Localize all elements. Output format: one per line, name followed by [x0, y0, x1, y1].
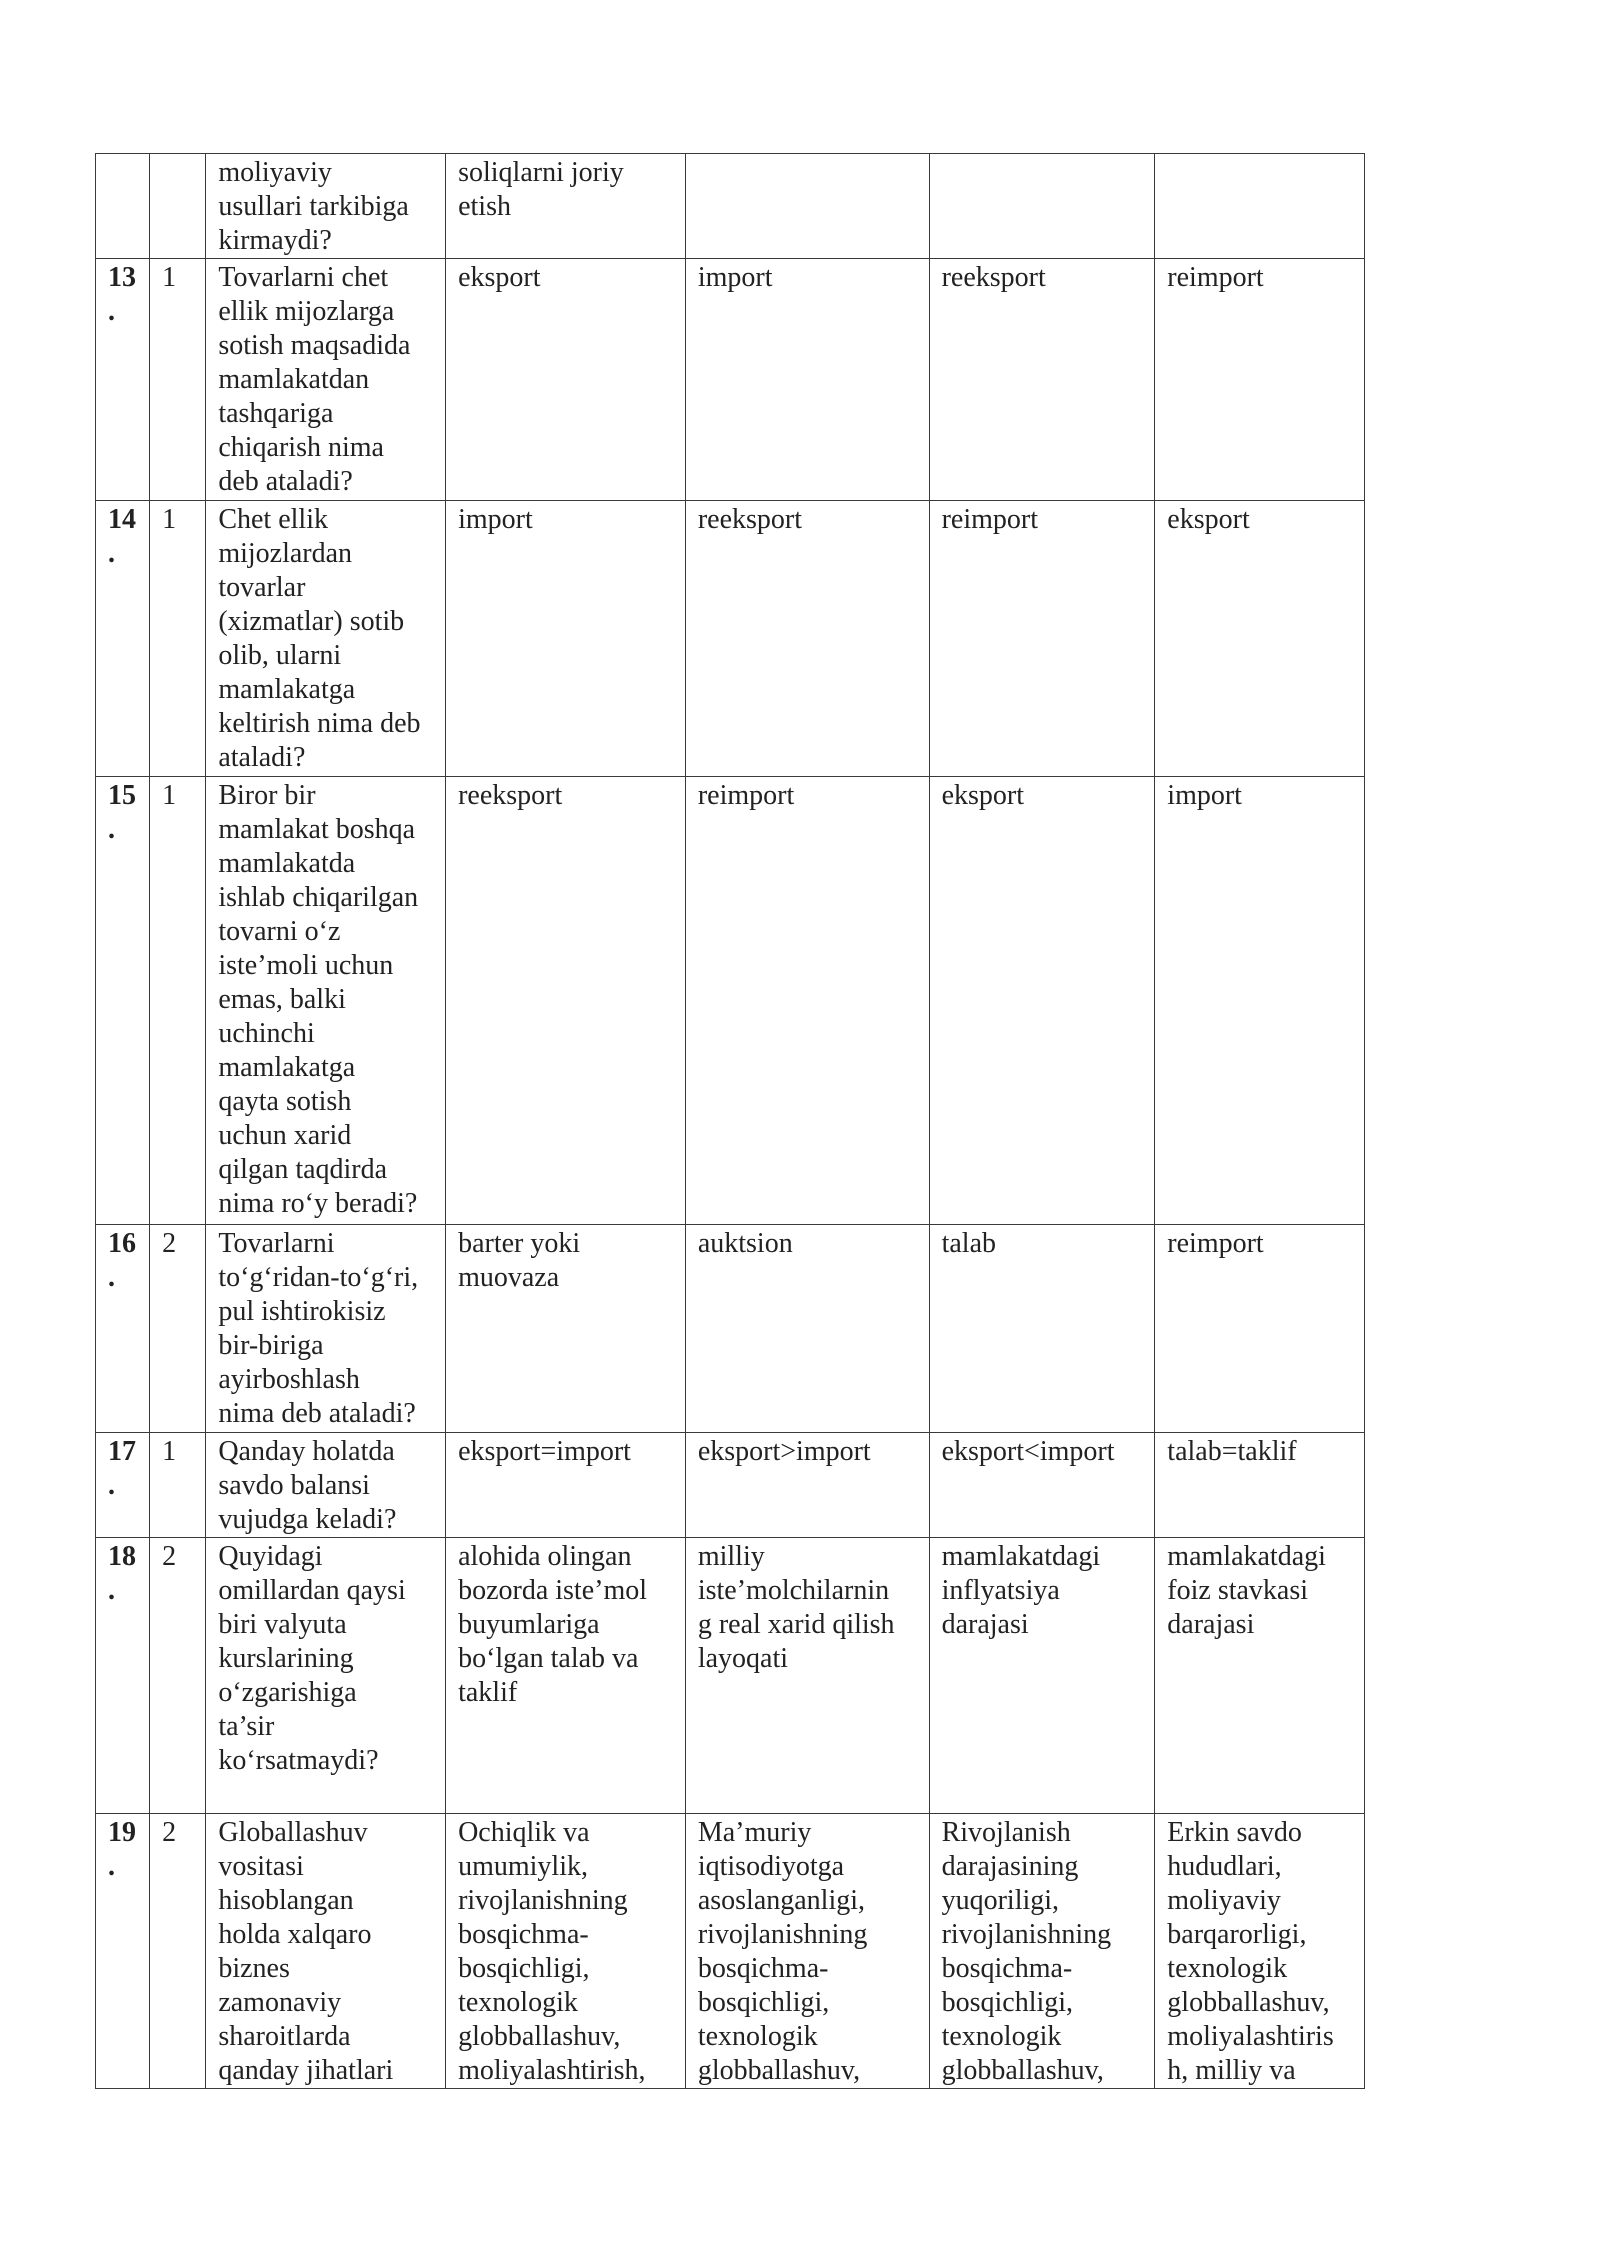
answer-option-a: import: [446, 501, 686, 777]
question-text: Quyidagi omillardan qaysi biri valyuta kurslarining o‘zgarishiga ta’sir ko‘rsatmaydi?: [206, 1538, 446, 1814]
table-row: [96, 1814, 1365, 2089]
table-row: [96, 154, 1365, 259]
question-text: Qanday holatda savdo balansi vujudga keladi?: [206, 1433, 446, 1538]
answer-option-d: mamlakatdagi foiz stavkasi darajasi: [1155, 1538, 1365, 1814]
answer-option-b: Ma’muriy iqtisodiyotga asoslanganligi, rivojlanishning bosqichma- bosqichligi, texnologik globballashuv,: [685, 1814, 929, 2089]
answer-option-b: [685, 154, 929, 259]
question-number: 14.: [96, 501, 150, 777]
difficulty-level: 2: [150, 1538, 206, 1814]
answer-option-b: eksport>import: [685, 1433, 929, 1538]
table-row: [96, 501, 1365, 777]
answer-option-d: talab=taklif: [1155, 1433, 1365, 1538]
answer-option-b: reimport: [685, 777, 929, 1225]
answer-option-b: milliy iste’molchilarnin g real xarid qilish layoqati: [685, 1538, 929, 1814]
question-text: moliyaviy usullari tarkibiga kirmaydi?: [206, 154, 446, 259]
question-text: Tovarlarni chet ellik mijozlarga sotish maqsadida mamlakatdan tashqariga chiqarish nima deb ataladi?: [206, 259, 446, 501]
answer-option-d: reimport: [1155, 259, 1365, 501]
difficulty-level: [150, 154, 206, 259]
question-number: [96, 154, 150, 259]
question-text: Biror bir mamlakat boshqa mamlakatda ishlab chiqarilgan tovarni o‘z iste’moli uchun emas, balki uchinchi mamlakatga qayta sotish uchun xarid qilgan taqdirda nima ro‘y beradi?: [206, 777, 446, 1225]
difficulty-level: 2: [150, 1814, 206, 2089]
table-row: [96, 259, 1365, 501]
answer-option-a: Ochiqlik va umumiylik, rivojlanishning bosqichma- bosqichligi, texnologik globballashuv, moliyalashtirish,: [446, 1814, 686, 2089]
answer-option-d: eksport: [1155, 501, 1365, 777]
answer-option-a: reeksport: [446, 777, 686, 1225]
question-number: 19.: [96, 1814, 150, 2089]
answer-option-c: mamlakatdagi inflyatsiya darajasi: [929, 1538, 1155, 1814]
difficulty-level: 1: [150, 777, 206, 1225]
answer-option-d: [1155, 154, 1365, 259]
question-number: 15.: [96, 777, 150, 1225]
answer-option-c: eksport: [929, 777, 1155, 1225]
answer-option-d: reimport: [1155, 1225, 1365, 1433]
difficulty-level: 1: [150, 259, 206, 501]
question-number: 16.: [96, 1225, 150, 1433]
answer-option-a: alohida olingan bozorda iste’mol buyumlariga bo‘lgan talab va taklif: [446, 1538, 686, 1814]
answer-option-c: reeksport: [929, 259, 1155, 501]
table-row: [96, 1538, 1365, 1814]
answer-option-c: Rivojlanish darajasining yuqoriligi, rivojlanishning bosqichma- bosqichligi, texnologik globballashuv,: [929, 1814, 1155, 2089]
question-number: 18.: [96, 1538, 150, 1814]
table-row: [96, 777, 1365, 1225]
question-text: Tovarlarni to‘g‘ridan-to‘g‘ri, pul ishtirokisiz bir-biriga ayirboshlash nima deb ataladi?: [206, 1225, 446, 1433]
difficulty-level: 2: [150, 1225, 206, 1433]
question-number: 13.: [96, 259, 150, 501]
answer-option-c: talab: [929, 1225, 1155, 1433]
table-row: [96, 1225, 1365, 1433]
difficulty-level: 1: [150, 501, 206, 777]
table-row: [96, 1433, 1365, 1538]
answer-option-a: barter yoki muovaza: [446, 1225, 686, 1433]
answer-option-c: [929, 154, 1155, 259]
question-text: Globallashuv vositasi hisoblangan holda xalqaro biznes zamonaviy sharoitlarda qanday jihatlari: [206, 1814, 446, 2089]
question-text: Chet ellik mijozlardan tovarlar (xizmatlar) sotib olib, ularni mamlakatga keltirish nima deb ataladi?: [206, 501, 446, 777]
answer-option-a: eksport: [446, 259, 686, 501]
question-number: 17.: [96, 1433, 150, 1538]
answer-option-d: import: [1155, 777, 1365, 1225]
answer-option-b: auktsion: [685, 1225, 929, 1433]
answer-option-d: Erkin savdo hududlari, moliyaviy barqarorligi, texnologik globballashuv, moliyalashtiris h, milliy va: [1155, 1814, 1365, 2089]
answer-option-b: import: [685, 259, 929, 501]
answer-option-a: soliqlarni joriy etish: [446, 154, 686, 259]
difficulty-level: 1: [150, 1433, 206, 1538]
answer-option-b: reeksport: [685, 501, 929, 777]
answer-option-a: eksport=import: [446, 1433, 686, 1538]
answer-option-c: eksport<import: [929, 1433, 1155, 1538]
answer-option-c: reimport: [929, 501, 1155, 777]
questions-table: [95, 153, 1365, 2089]
